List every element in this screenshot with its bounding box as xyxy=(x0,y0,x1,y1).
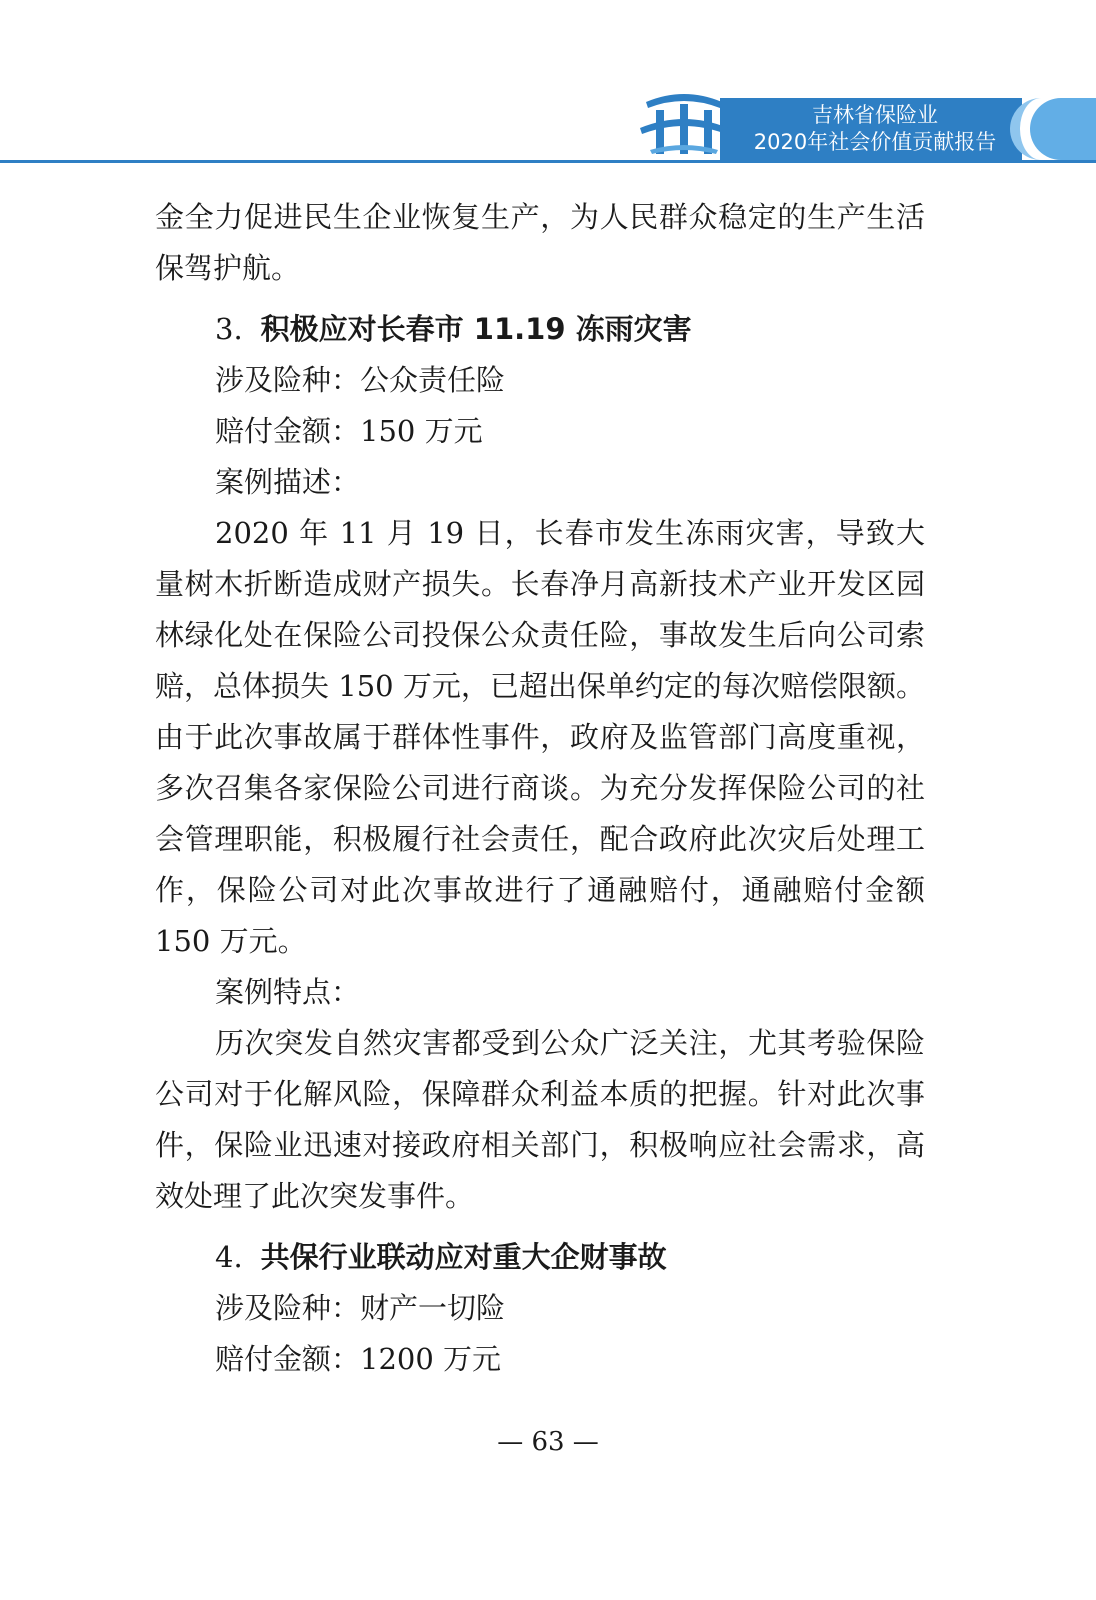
page-number: — 63 — xyxy=(497,1427,599,1457)
page-content xyxy=(155,192,925,1385)
case3-heading xyxy=(155,304,925,355)
case3-title: 积极应对长春市 11.19 冻雨灾害 xyxy=(260,312,692,346)
case4-heading xyxy=(155,1232,925,1283)
page-header xyxy=(0,0,1096,170)
header-rule xyxy=(0,160,1096,163)
case3-payout: 赔付金额：150 万元 xyxy=(215,414,483,448)
insurance-association-logo-icon xyxy=(636,88,732,160)
header-band-cap-fill xyxy=(1030,98,1096,160)
case3-features-label: 案例特点： xyxy=(215,975,361,1009)
case3-number: 3. xyxy=(215,312,243,346)
case4-number: 4. xyxy=(215,1240,243,1274)
case4-insurance-type: 涉及险种：财产一切险 xyxy=(215,1291,506,1325)
case3-features: 历次突发自然灾害都受到公众广泛关注，尤其考验保险公司对于化解风险，保障群众利益本质的把握。针对此次事件，保险业迅速对接政府相关部门，积极响应社会需求，高效处理了此次突发事件。 xyxy=(155,1026,925,1213)
case3-description: 2020 年 11 月 19 日，长春市发生冻雨灾害，导致大量树木折断造成财产损失。长春净月高新技术产业开发区园林绿化处在保险公司投保公众责任险，事故发生后向公司索赔，总体损失 150 万元，已超出保单约定的每次赔偿限额。由于此次事故属于群体性事件，政府及监管部门高度重视，多次召集各家保险公司进行商谈。为充分发挥保险公司的社会管理职能，积极履行社会责任，配合政府此次灾后处理工作，保险公司对此次事故进行了通融赔付，通融赔付金额 150 万元。 xyxy=(155,516,925,958)
header-title-line1: 吉林省保险业 xyxy=(812,103,938,127)
continuation-paragraph: 金全力促进民生企业恢复生产，为人民群众稳定的生产生活保驾护航。 xyxy=(155,200,925,285)
case3-insurance-type: 涉及险种：公众责任险 xyxy=(215,363,506,397)
case4-title: 共保行业联动应对重大企财事故 xyxy=(260,1240,667,1274)
case4-payout: 赔付金额：1200 万元 xyxy=(215,1342,502,1376)
header-title xyxy=(730,102,1020,156)
case3-description-label: 案例描述： xyxy=(215,465,361,499)
header-title-line2: 2020年社会价值贡献报告 xyxy=(753,130,997,154)
